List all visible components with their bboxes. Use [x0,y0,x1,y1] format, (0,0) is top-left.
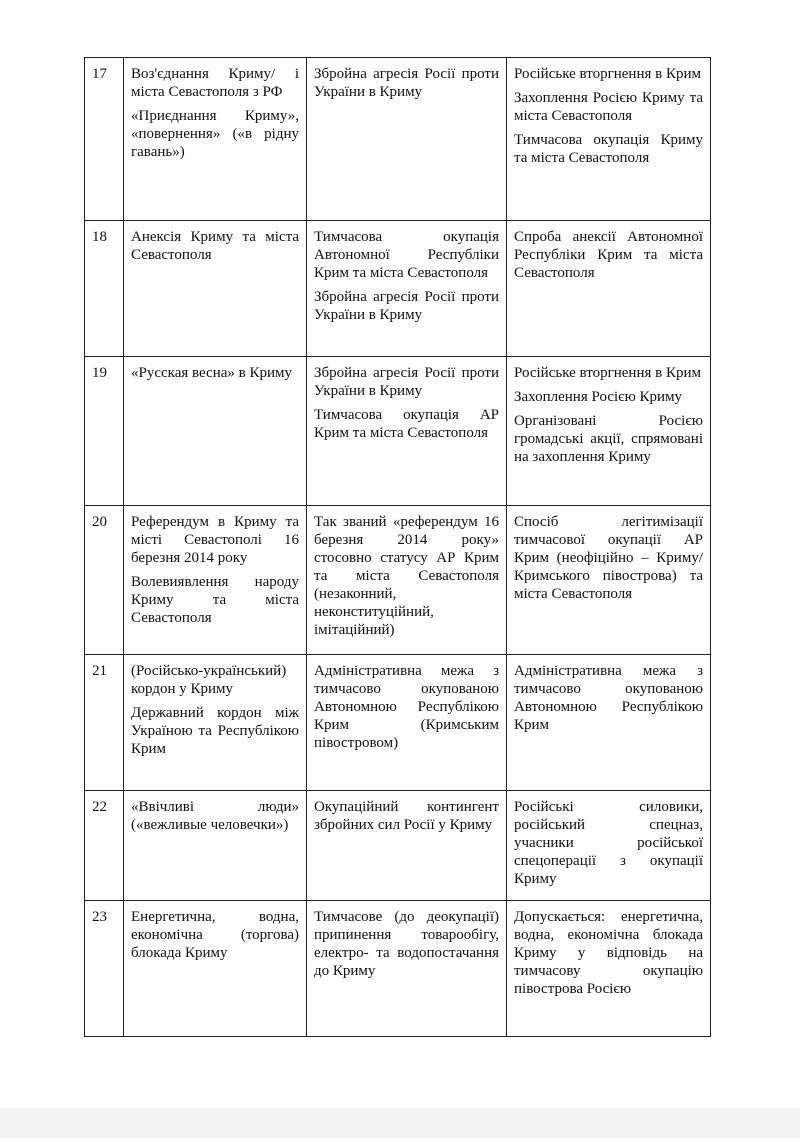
cell-usage-term [124,221,307,357]
cell-recommended-term [307,655,507,791]
cell-recommended-term [307,791,507,901]
cell-alternative-term [507,655,711,791]
term-text: Захоплення Росією Криму та міста Севастополя [514,90,703,124]
cell-usage-term [124,655,307,791]
term-text: Анексія Криму та міста Севастополя [131,229,299,263]
term-text: Енергетична, водна, економічна (торгова) блокада Криму [131,909,299,961]
table-row [85,357,711,506]
term-text: Тимчасова окупація АР Крим та міста Севастополя [314,407,499,441]
term-text: Державний кордон між Україною та Республікою Крим [131,705,299,757]
cell-usage-term [124,791,307,901]
term-text: Так званий «референдум 16 березня 2014 року» стосовно статусу АР Крим та міста Севастополя (незаконний, неконституційний, імітаційний) [314,514,499,638]
cell-alternative-term [507,506,711,655]
term-text: Референдум в Криму та місті Севастополі 16 березня 2014 року [131,514,299,566]
cell-alternative-term [507,221,711,357]
term-text: «Ввічливі люди» («вежливые человечки») [131,799,299,833]
row-number: 18 [85,221,124,357]
table-row [85,58,711,221]
cell-recommended-term [307,357,507,506]
cell-usage-term [124,901,307,1037]
row-number: 23 [85,901,124,1037]
term-text: Збройна агресія Росії проти України в Криму [314,289,499,323]
term-text: Збройна агресія Росії проти України в Криму [314,66,499,100]
cell-recommended-term [307,901,507,1037]
term-text: Збройна агресія Росії проти України в Криму [314,365,499,399]
cell-recommended-term [307,58,507,221]
term-text: Організовані Росією громадські акції, спрямовані на захоплення Криму [514,413,703,465]
cell-recommended-term [307,506,507,655]
row-number: 20 [85,506,124,655]
row-number: 17 [85,58,124,221]
cell-alternative-term [507,791,711,901]
table-row [85,901,711,1037]
term-text: Російське вторгнення в Крим [514,365,701,381]
table-row [85,655,711,791]
cell-alternative-term [507,901,711,1037]
term-text: Допускається: енергетична, водна, економічна блокада Криму у відповідь на тимчасову окупацію півострова Росією [514,909,703,997]
cell-alternative-term [507,357,711,506]
table-row [85,506,711,655]
page-bottom-band [0,1108,800,1138]
row-number: 21 [85,655,124,791]
term-text: Адміністративна межа з тимчасово окупованою Автономною Республікою Крим [514,663,703,733]
term-text: Тимчасова окупація Криму та міста Севастополя [514,132,703,166]
term-text: Окупаційний контингент збройних сил Росії у Криму [314,799,499,833]
cell-usage-term [124,357,307,506]
term-text: Тимчасова окупація Автономної Республіки Крим та міста Севастополя [314,229,499,281]
term-text: Захоплення Росією Криму [514,389,683,405]
terms-table [84,57,711,1037]
term-text: Спосіб легітимізації тимчасової окупації АР Крим (неофіційно – Криму/Кримського півострова) та міста Севастополя [514,514,703,602]
term-text: Російські силовики, російський спецназ, учасники російської спецоперації з окупації Криму [514,799,703,887]
row-number: 19 [85,357,124,506]
cell-usage-term [124,58,307,221]
cell-alternative-term [507,58,711,221]
row-number: 22 [85,791,124,901]
term-text: Воз'єднання Криму/ і міста Севастополя з РФ [131,66,299,100]
table-row [85,221,711,357]
table-row [85,791,711,901]
term-text: «Приєднання Криму», «повернення» («в рідну гавань») [131,108,299,160]
term-text: Тимчасове (до деокупації) припинення товарообігу, електро- та водопостачання до Криму [314,909,499,979]
term-text: Спроба анексії Автономної Республіки Крим та міста Севастополя [514,229,703,281]
term-text: Волевиявлення народу Криму та міста Севастополя [131,574,299,626]
term-text: (Російсько-український) кордон у Криму [131,663,287,697]
term-text: Російське вторгнення в Крим [514,66,701,82]
cell-recommended-term [307,221,507,357]
term-text: «Русская весна» в Криму [131,365,293,381]
term-text: Адміністративна межа з тимчасово окупованою Автономною Республікою Крим (Кримським півостровом) [314,663,499,751]
cell-usage-term [124,506,307,655]
